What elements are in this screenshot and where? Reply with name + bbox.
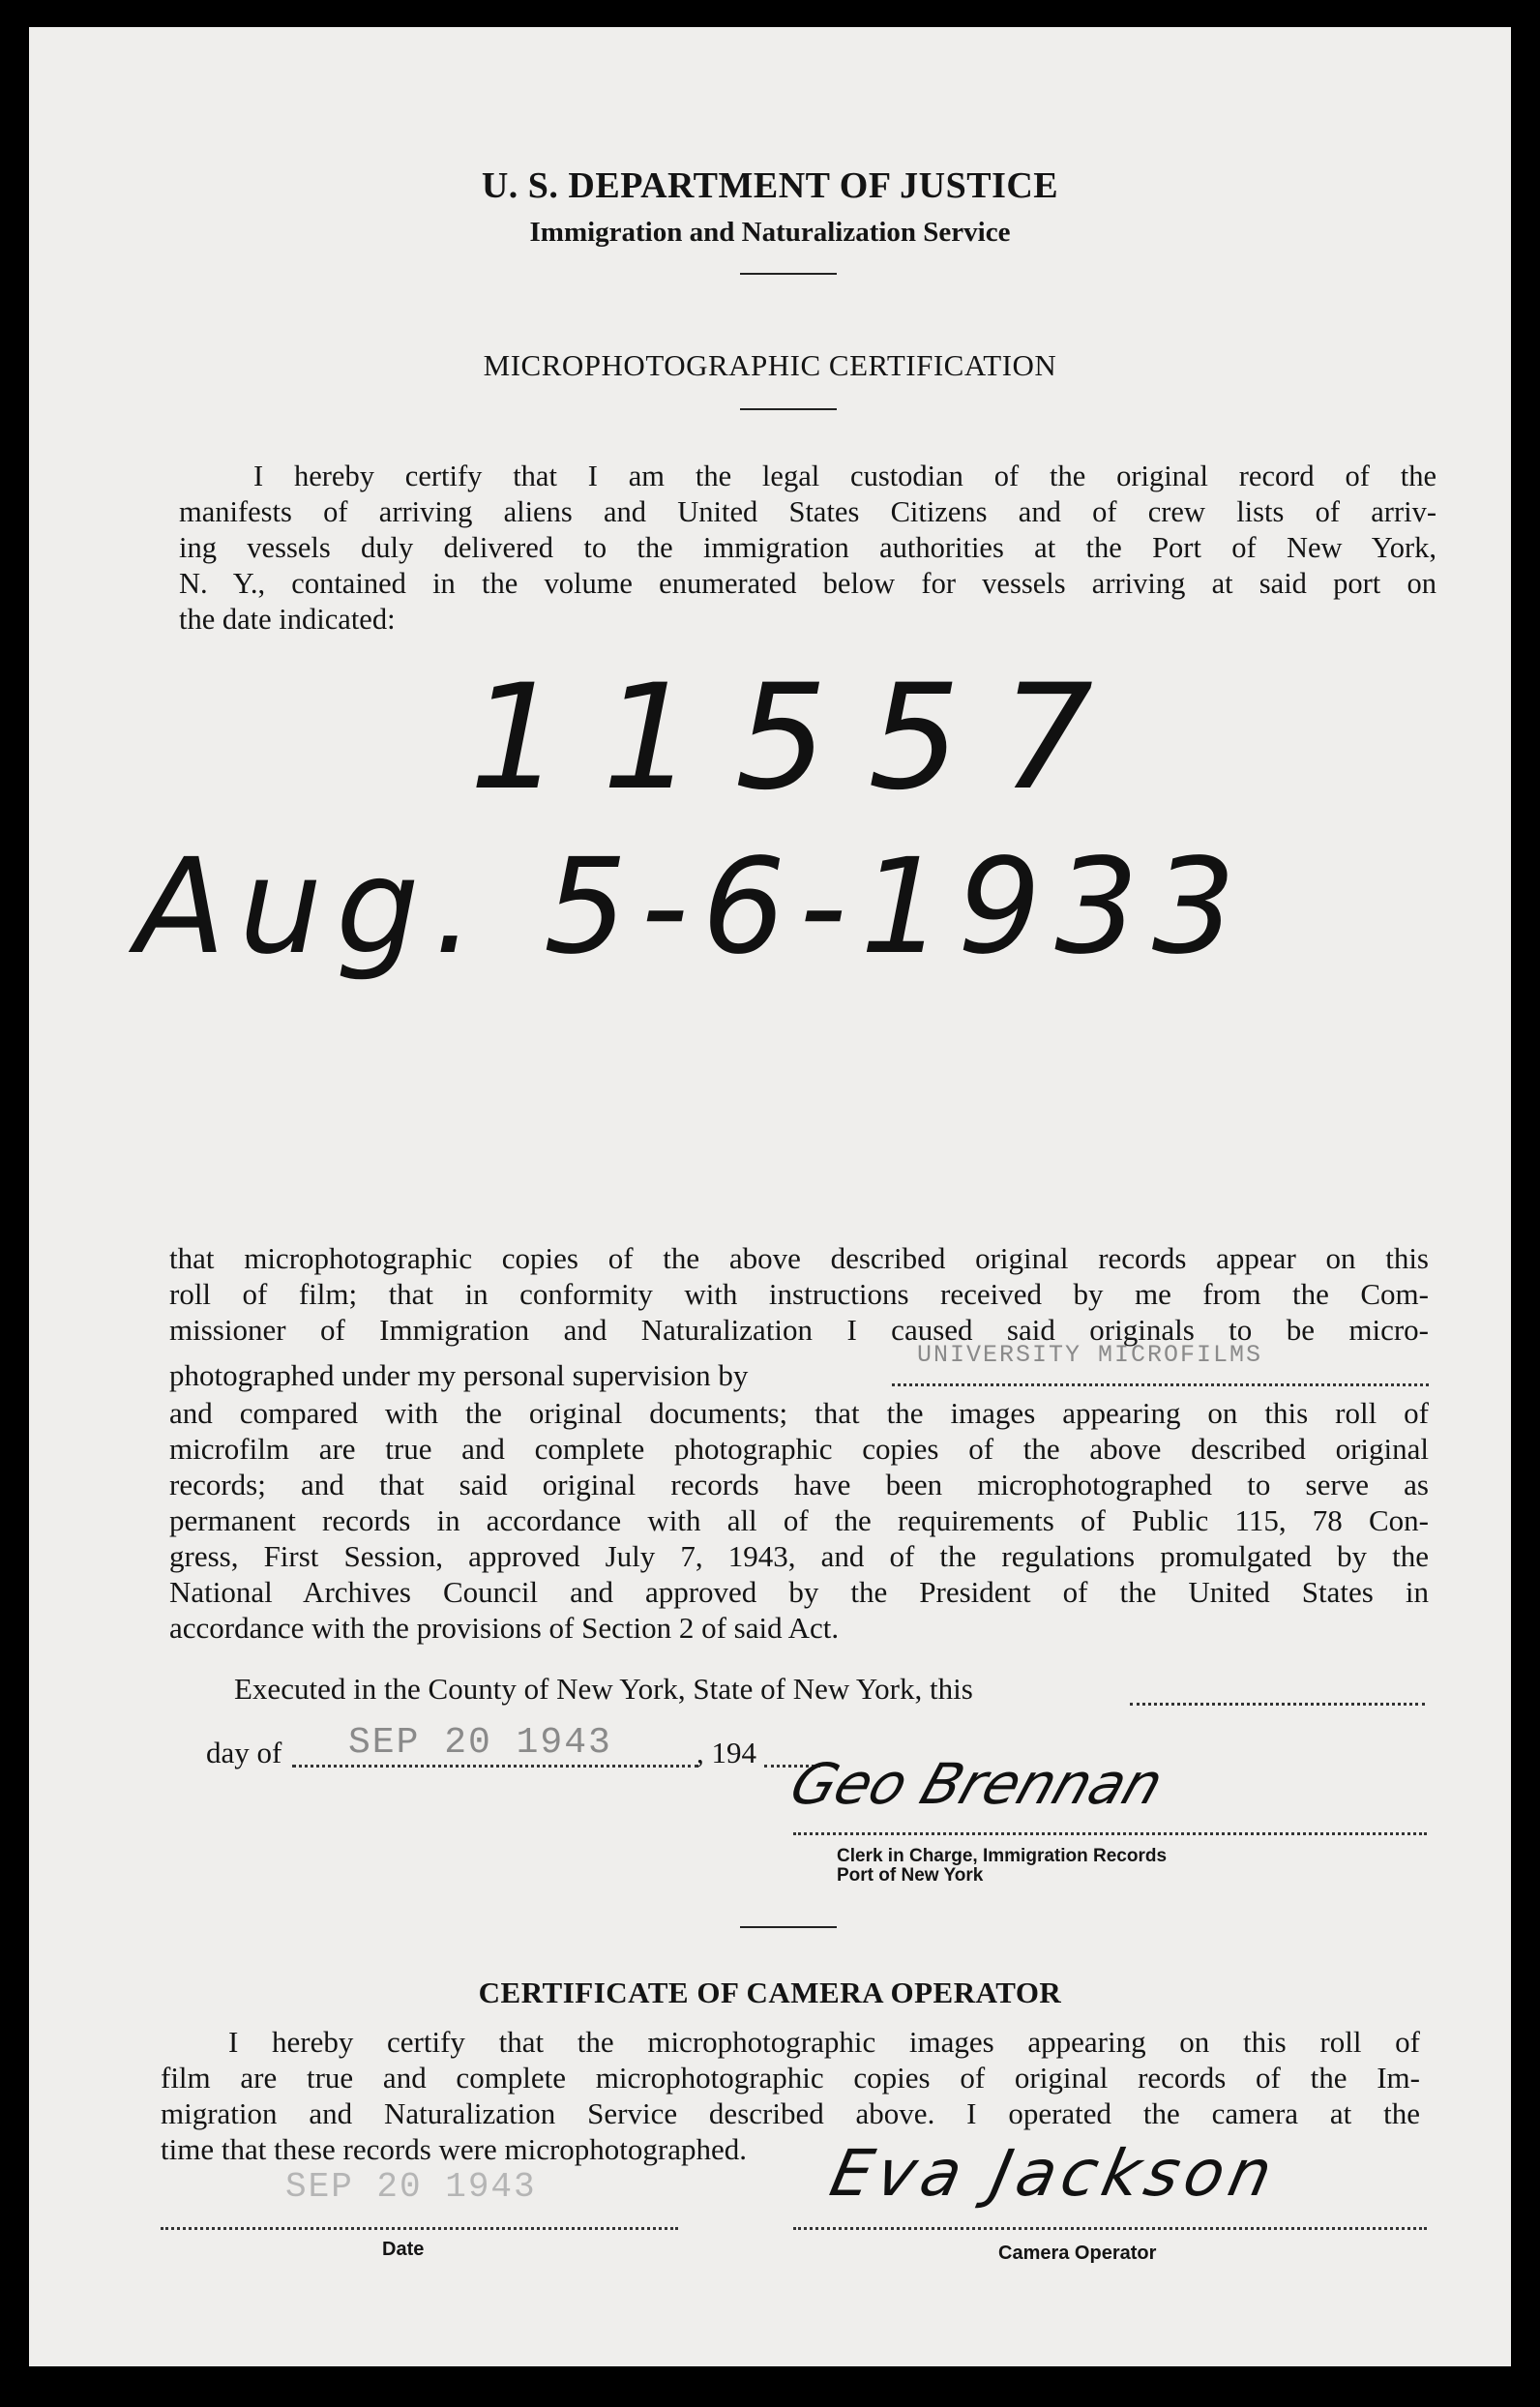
body-line: and compared with the original documents; that the images appearing on this roll of [169,1396,1429,1430]
photographed-by-label: photographed under my personal supervision by [169,1358,749,1392]
body-line: microfilm are true and complete photographic copies of the above described original [169,1432,1429,1466]
body-paragraph [169,1240,1429,1348]
body-line: records; and that said original records have been microphotographed to serve as [169,1468,1429,1501]
day-of-dotted-line [292,1765,698,1768]
body-line: that microphotographic copies of the above described original records appear on this [169,1241,1429,1275]
intro-paragraph [179,459,1436,636]
operator-signature-line [793,2227,1427,2230]
clerk-signature-line [793,1832,1427,1835]
certification-title: MICROPHOTOGRAPHIC CERTIFICATION [483,348,1057,382]
operator-date-stamp: SEP 20 1943 [285,2167,537,2207]
divider [740,408,837,410]
body-line: permanent records in accordance with all of the requirements of Public 115, 78 Con- [169,1503,1429,1537]
camera-line: time that these records were microphotographed. [161,2132,747,2166]
certificate-sheet [29,27,1511,2366]
day-of-label: day of [206,1736,282,1769]
operator-signature: Eva Jackson [823,2136,1285,2211]
body-line: missioner of Immigration and Naturalization I caused said originals to be micro- [169,1313,1429,1347]
body-line: accordance with the provisions of Section 2 of said Act. [169,1611,840,1645]
camera-line: migration and Naturalization Service described above. I operated the camera at the [161,2096,1420,2130]
agency-heading: U. S. DEPARTMENT OF JUSTICE [481,165,1059,206]
camera-line: film are true and complete microphotographic copies of original records of the Im- [161,2061,1420,2095]
handwritten-dates: Aug. 5-6-1933 [135,831,1250,984]
divider [740,273,837,275]
divider [740,1926,837,1928]
body-line: National Archives Council and approved by the President of the United States in [169,1575,1429,1609]
clerk-port: Port of New York [837,1865,984,1886]
camera-operator-label: Camera Operator [998,2243,1157,2264]
camera-certificate-title: CERTIFICATE OF CAMERA OPERATOR [478,1976,1062,2009]
clerk-title: Clerk in Charge, Immigration Records [837,1846,1168,1866]
body-line: gress, First Session, approved July 7, 1943, and of the regulations promulgated by the [169,1539,1429,1573]
date-label: Date [382,2239,425,2260]
executed-statement: Executed in the County of New York, State of New York, this [234,1672,973,1706]
photographer-dotted-line [892,1383,1429,1386]
intro-line: manifests of arriving aliens and United States Citizens and of crew lists of arriv- [179,495,1436,528]
date-dotted-line [161,2227,678,2230]
intro-line: the date indicated: [179,603,396,636]
body-line: roll of film; that in conformity with instructions received by me from the Com- [169,1277,1429,1311]
day-of-date-stamp: SEP 20 1943 [348,1722,612,1764]
year-prefix: , 194 [696,1736,756,1769]
camera-paragraph [161,2024,1420,2166]
handwritten-volume-number: 11557 [469,654,1135,822]
photographer-stamp: UNIVERSITY MICROFILMS [917,1341,1263,1369]
intro-line: N. Y., contained in the volume enumerated below for vessels arriving at said port on [179,567,1436,600]
executed-day-dotted-line [1130,1703,1425,1706]
camera-line: I hereby certify that the microphotographic images appearing on this roll of [228,2025,1420,2059]
service-subheading: Immigration and Naturalization Service [529,217,1011,248]
body-paragraph-continued [169,1395,1429,1645]
clerk-signature: Geo Brennan [782,1751,1171,1817]
intro-line: I hereby certify that I am the legal custodian of the original record of the [253,460,1436,492]
intro-line: ing vessels duly delivered to the immigration authorities at the Port of New York, [179,531,1436,564]
